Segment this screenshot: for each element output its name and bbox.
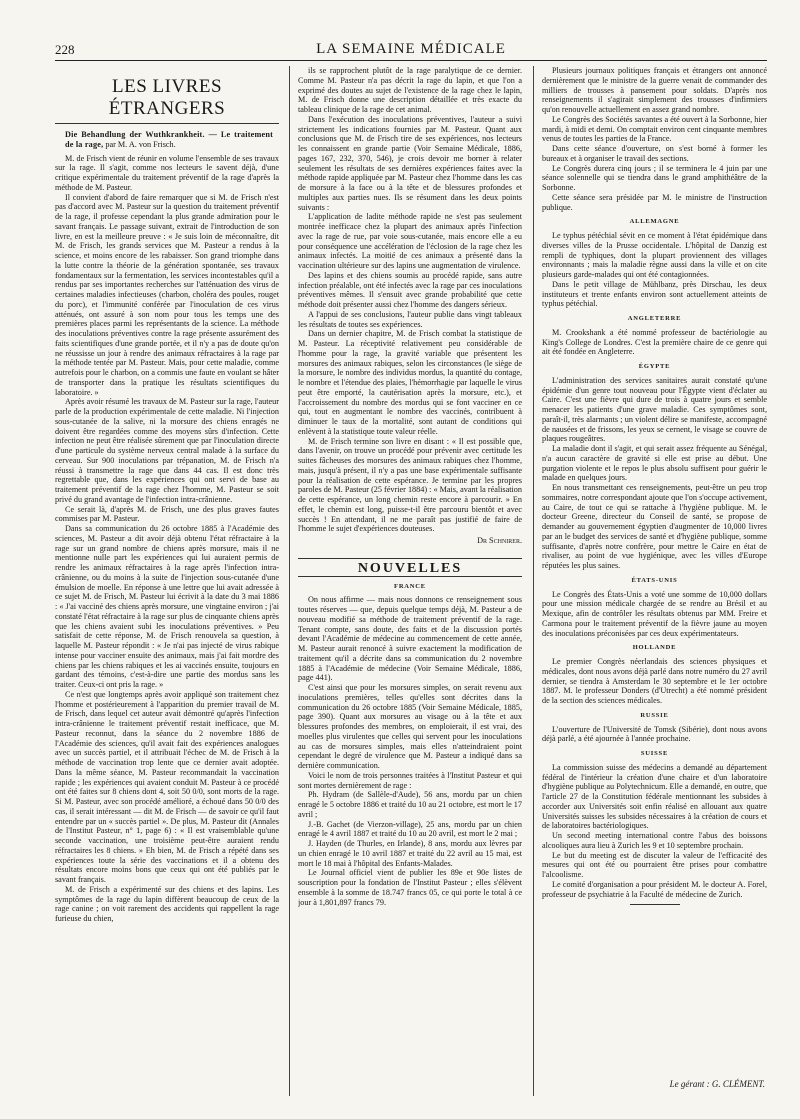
news-item: J. Hayden (de Thurles, en Irlande), 8 ans, mordu aux lèvres par un chien enragé le 10 avril 1887 et traité du 22 avril au 15 mai, est mort le 18 mai à l'hôpital des Enfants-Malades.	[298, 839, 522, 868]
columns	[55, 66, 767, 1096]
paragraph: ils se rapprochent plutôt de la rage paralytique de ce dernier. Comme M. Pasteur n'a pas décrit la rage du lapin, et que l'on a exprimé des doutes au sujet de l'existence de la rage chez le lapin, M. de Frisch donne une description détaillée et très exacte du tableau clinique de la rage de cet animal.	[298, 66, 522, 114]
news-item: C'est ainsi que pour les morsures simples, on serait revenu aux inoculations premières, telles qu'elles sont décrites dans la communication du 26 octobre 1885 (Voir Semaine Médicale, 1885, page 390). Quant aux morsures au visage ou à la tête et aux blessures profondes des membres, on emploierait, il est vrai, des moelles plus virulentes que celles qui servent pour les inoculations au cas de morsures simples, mais elles n'atteindraient point cependant le degré de virulence que M. Pasteur a indiqué dans sa dernière communication.	[298, 683, 522, 770]
news-item: On nous affirme — mais nous donnons ce renseignement sous toutes réserves — que, depuis quelque temps déjà, M. Pasteur a de nouveau modifié sa méthode de traitement préventif de la rage. Tenant compte, sans doute, des faits et de la discussion portés devant l'Académie de médecine au commencement de cette année, M. Pasteur aurait renoncé à suivre exactement la modification de traitement qu'il a décrite dans sa communication du 2 novembre 1885 à l'Académie de médecine (Voir Semaine Médicale, 1886, page 441).	[298, 595, 522, 683]
page-number: 228	[55, 42, 75, 57]
news-item: Voici le nom de trois personnes traitées à l'Institut Pasteur et qui sont mortes dernièrement de rage :	[298, 770, 522, 790]
paragraph: M. de Frisch vient de réunir en volume l'ensemble de ses travaux sur la rage. Il s'agit, comme nos lecteurs le savent déjà, d'une critique expérimentale du traitement préventif de la rage d'après la méthode de M. Pasteur.	[55, 153, 279, 192]
paragraph: Dans un dernier chapitre, M. de Frisch combat la statistique de M. Pasteur. La réceptivité relativement peu considérable de l'homme pour la rage, la gravité variable que présentent les morsures des animaux rabiques, selon les circonstances (le siège de la morsure, le nombre des individus mordus, la quantité du contage, le nombre et l'étendue des plaies, l'hémorrhagie par laquelle le virus peut être emporté, la cautérisation après la morsure, etc.), et l'accroissement du nombre des mordus qui se font vacciner en ce qui, tout en augmentant le nombre des vaccinés, contribuent à diminuer le taux de la mortalité, sont autant de conditions qui enlèvent à la statistique toute valeur réelle.	[298, 329, 522, 436]
country-heading-allemagne: ALLEMAGNE	[629, 218, 680, 226]
country-heading-etats-unis: ÉTATS-UNIS	[631, 576, 678, 584]
news-item: Dans cette séance d'ouverture, on s'est borné à former les bureaux et à organiser le travail des sections.	[542, 144, 767, 163]
paragraph: Il convient d'abord de faire remarquer que si M. de Frisch n'est pas d'accord avec M. Pasteur sur la question du traitement préventif de la rage, il professe cependant la plus grande admiration pour le savant français. Le passage suivant, extrait de l'introduction de son livre, en est la meilleure preuve : « Je suis loin de méconnaître, dit M. de Frisch, les grands services que M. Pasteur a rendus à la science, et moins encore de les rabaisser. Son grand triomphe dans la lutte contre la théorie de la génération spontanée, ses travaux fondamentaux sur la fermentation, les services incontestables qu'il a rendus par ses importantes recherches sur l'atténuation des virus de certaines maladies infectieuses (charbon, choléra des poules, rouget du porc), et l'immunité conférée par l'inoculation de ces virus atténués, ont assuré à son nom pour tous les temps une des premières places parmi les représentants de la science. La méthode des inoculations préventives contre la rage présente assurément des faits scientifiques d'une grande portée, et il n'y a pas de doute qu'on ne réussisse un jour à rendre des animaux réfractaires à la rage par la méthode tentée par M. Pasteur. Mais, pour cette maladie, comme autrefois pour le charbon, on a commis une faute en voulant se hâter de transporter dans la pratique les résultats scientifiques du laboratoire. »	[55, 192, 279, 397]
news-item: Un second meeting international contre l'abus des boissons alcooliques aura lieu à Zurich les 9 et 10 septembre prochain.	[542, 831, 767, 850]
end-separator	[630, 904, 680, 905]
paragraph: Ce serait là, d'après M. de Frisch, une des plus graves fautes commises par M. Pasteur.	[55, 504, 279, 524]
column-right	[542, 66, 767, 1096]
news-item: Le Journal officiel vient de publier les 89e et 90e listes de souscription pour la fondation de l'Institut Pasteur ; elles s'élèvent ensemble à la somme de 18.747 francs 05, ce qui porte le total à ce jour à 1,801,897 francs 79.	[298, 868, 522, 907]
news-item: J.-B. Gachet (de Vierzon-village), 25 ans, mordu par un chien enragé le 4 avril 1887 et traité du 10 au 20 avril, est mort le 2 mai ;	[298, 819, 522, 839]
title-rule	[55, 123, 279, 124]
column-left	[55, 66, 279, 1096]
paragraph: Dans sa communication du 26 octobre 1885 à l'Académie des sciences, M. Pasteur a dit avoir déjà obtenu l'état réfractaire à la rage sur un grand nombre de chiens après morsure, mais il ne mentionne nulle part les expériences qui lui auraient permis de rendre les animaux réfractaires à la rage après l'infection intra-crânienne, ou du moins à la suite de l'injection sous-cutanée d'une émulsion de moelle. En réponse à une lettre que lui avait adressée à ce sujet M. de Frisch, M. Pasteur lui écrivit à la date du 3 mai 1886 : « J'ai vacciné des chiens après morsure, une vingtaine environ ; j'ai constaté l'état réfractaire à la rage sur plus de cinquante chiens après que les chiens avaient subi les inoculations préventives. » Peu satisfait de cette réponse, M. de Frisch renouvela sa question, à laquelle M. Pasteur répondit : « Je n'ai pas injecté de virus rabique intense pour vacciner ensuite des animaux, mais j'ai fait mordre des chiens par les chiens rabiques et les ai vaccinés ensuite, toujours en gardant des témoins, c'est-à-dire une partie des mordus sans les traiter. Ceux-ci ont pris la rage. »	[55, 524, 279, 689]
section-rule	[298, 558, 522, 559]
gerant-signature: Le gérant : G. CLÉMENT.	[669, 1079, 765, 1090]
news-item: Dans le petit village de Mühlbanz, près Dirschau, les deux instituteurs et trente enfants environ sont actuellement atteints de typhus pétéchial.	[542, 279, 767, 309]
news-item: Le Congrès des États-Unis a voté une somme de 10,000 dollars pour une mission médicale chargée de se rendre au Brésil et au Mexique, afin de contrôler les résultats obtenus par MM. Freire et Carmona pour le traitement préventif de la fièvre jaune au moyen des inoculations préconisées par ces deux expérimentateurs.	[542, 589, 767, 638]
page-header	[55, 40, 767, 61]
news-item: Le but du meeting est de discuter la valeur de l'efficacité des mesures qui ont été ou pourraient être prises pour combattre l'alcoolisme.	[542, 850, 767, 879]
paragraph: Après avoir résumé les travaux de M. Pasteur sur la rage, l'auteur parle de la production expérimentale de cette maladie. Ni l'injection sous-cutanée de la salive, ni la morsure des chiens enragés ne doivent être regardées comme des moyens sûrs d'infection. Cette infection ne peut être réalisée sûrement que par l'inoculation directe d'une particule du système nerveux central malade à la surface du cerveau. Sur 900 inoculations par trépanation, M. de Frisch n'a réussi à transmettre la rage que dans 44 cas. Il est donc très regrettable que, dans les expériences qui ont servi de base au traitement préventif de la rage chez l'homme, M. Pasteur se soit privé du grand avantage de l'infection intra-crânienne.	[55, 397, 279, 504]
news-item: Le Congrès des Sociétés savantes a été ouvert à la Sorbonne, hier mardi, à midi et demi. On comptait environ cent cinquante membres venus de toutes les parties de la France.	[542, 114, 767, 144]
country-heading-egypte: ÉGYPTE	[638, 363, 671, 370]
news-item: L'ouverture de l'Université de Tomsk (Sibérie), dont nous avons déjà parlé, a été ajournée à l'année prochaine.	[542, 724, 767, 744]
paragraph: L'application de ladite méthode rapide ne s'est pas seulement montrée inefficace chez la plupart des animaux après l'infection avec la rage de rue, par voie sous-cutanée, mais encore elle a eu pour conséquence une accélération de l'éclosion de la rage chez les animaux infectés. La moitié de ces animaux a présenté dans la vaccination ultérieure sur des lapins une augmentation de virulence.	[298, 212, 522, 270]
news-item: L'administration des services sanitaires aurait constaté qu'une épidémie d'un genre tout nouveau pour l'Égypte vient d'éclater au Caire. C'est une fièvre qui dure de trois à quatre jours et semble menacer les patients d'une grave maladie. Ces symptômes sont, paraît-il, très alarmants ; un violent délire se manifeste, accompagné de nausées et de frissons, les yeux se cernent, le visage se couvre de plaques rougeâtres.	[542, 375, 767, 444]
paragraph: M. de Frisch a expérimenté sur des chiens et des lapins. Les symptômes de la rage du lapin diffèrent beaucoup de ceux de la rage canine ; on voit rarement des accidents qui rappellent la rage furieuse du chien,	[55, 884, 279, 923]
country-heading-russie: RUSSIE	[640, 711, 669, 719]
country-heading-suisse: SUISSE	[640, 750, 669, 757]
book-reference	[65, 130, 273, 150]
paragraph: A l'appui de ses conclusions, l'auteur publie dans vingt tableaux les résultats de toutes ses expériences.	[298, 309, 522, 329]
country-heading-hollande: HOLLANDE	[632, 644, 677, 652]
news-item: La commission suisse des médecins a demandé au département fédéral de l'intérieur la création d'une chaire et d'un laboratoire d'hygiène publique au Polytechnicum. Elle a demandé, en outre, que l'article 27 de la Constitution fédérale mentionnant les subsides à accorder aux Universités soit enfin réalisé en allouant aux quatre Universités suisses les subsides nécessaires à la création de cours et de laboratoires bactériologiques.	[542, 762, 767, 831]
paragraph: M. de Frisch termine son livre en disant : « Il est possible que, dans l'avenir, on trouve un procédé pour prévenir avec certitude les suites fâcheuses des morsures des animaux rabiques chez l'homme, mais, jusqu'à présent, il n'y a pas une base expérimentale suffisante pour la réalisation de cette espérance. Je termine par les propres paroles de M. Pasteur (25 février 1884) : « Mais, avant la réalisation de cette espérance, un long chemin reste encore à parcourir. » En effet, le chemin est long, puisse-t-il être parcouru bientôt et avec succès ! En attendant, il ne me paraît pas justifié de faire de l'homme le sujet d'expériences douteuses.	[298, 436, 522, 534]
news-item: M. Crookshank a été nommé professeur de bactériologie au King's College de Londres. C'est la première chaire de ce genre qui ait été fondée en Angleterre.	[542, 327, 767, 357]
news-title: NOUVELLES	[357, 560, 463, 576]
news-item: Ph. Hydram (de Sallèle-d'Aude), 56 ans, mordu par un chien enragé le 5 octobre 1886 et traité du 10 au 21 octobre, est mort le 17 avril ;	[298, 790, 522, 819]
news-item: Le comité d'organisation a pour président M. le docteur A. Forel, professeur de psychiatrie à la Faculté de médecine de Zurich.	[542, 879, 767, 899]
news-item: Cette séance sera présidée par M. le ministre de l'instruction publique.	[542, 192, 767, 212]
paragraph: Ce n'est que longtemps après avoir appliqué son traitement chez l'homme et postérieurement à l'apparition du premier travail de M. de Frisch, dans lequel cet auteur avait démontré qu'après l'infection intra-crânienne le traitement préventif restait inefficace, que M. Pasteur reconnut, dans la séance du 2 novembre 1886 de l'Académie des sciences, qu'il avait fait des expériences analogues avec un succès partiel, et il attribuait l'échec de M. de Frisch à la méthode de vaccination trop lente que ce dernier avait adoptée. Dans la même séance, M. Pasteur recommandait la vaccination rapide ; les expériences qui avaient conduit M. Pasteur à ce procédé ont été faites sur 8 chiens dont 4, soit 50 0/0, sont morts de la rage. Si M. Pasteur, avec son procédé amélioré, a échoué dans 50 0/0 des cas, il serait intéressant — dit M. de Frisch — de savoir ce qu'il faut entendre par un « succès partiel ». De plus, M. Pasteur dit (Annales de l'Institut Pasteur, n° 1, page 6) : « Il est vraisemblable qu'une seconde vaccination, une troisième peut-être auraient rendu réfractaires les 8 chiens. » Eh bien, M. de Frisch a répété dans ses expériences toute la série des vaccinations et il a obtenu des résultats encore moins bons que ceux qui ont été publiés par le savant français.	[55, 689, 279, 884]
paragraph: Dans l'exécution des inoculations préventives, l'auteur a suivi strictement les indications fournies par M. Pasteur. Quant aux conclusions que M. de Frisch tire de ses expériences, nos lecteurs les connaissent en grande partie (Voir Semaine Médicale, 1886, pages 167, 232, 370, 546), je crois devoir me borner à relater seulement les résultats de ses dernières expériences faites avec la méthode rapide appliquée par M. Pasteur chez l'homme dans les cas de morsure à la face ou à la tête et de blessures profondes et multiples aux parties nues. Ils se résument dans les deux points suivants :	[298, 114, 522, 212]
news-item: Le premier Congrès néerlandais des sciences physiques et médicales, dont nous avons déjà parlé dans notre numéro du 27 avril dernier, se tiendra à Amsterdam le 30 septembre et le 1er octobre 1887. M. le professeur Donders (d'Utrecht) a été nommé président de la section des sciences médicales.	[542, 657, 767, 705]
news-item: Plusieurs journaux politiques français et étrangers ont annoncé dernièrement que le ministre de la guerre venait de commander des milliers de trousses à pansement pour soldats. D'après nos renseignements il s'agirait simplement des trousses d'infirmiers qu'on renouvelle actuellement en assez grand nombre.	[542, 66, 767, 114]
book-author: par M. A. von Frisch.	[103, 139, 176, 149]
author-signature: Dr Schnirer.	[477, 536, 522, 545]
news-item: La maladie dont il s'agit, et qui serait assez fréquente au Sénégal, n'a aucun caractère de gravité si elle est prise au début. Une purgation violente et le repos le plus absolu suffisent pour guérir le malade en quelques jours.	[542, 444, 767, 483]
column-middle	[298, 66, 522, 1096]
column-divider	[289, 66, 290, 1096]
news-item: En nous transmettant ces renseignements, peut-être un peu trop sommaires, notre correspondant ajoute que l'on s'occupe activement, au Caire, de tout ce qui se rattache à l'hygiène publique. M. le docteur Greene, directeur du Conseil de santé, se propose de demander au gouvernement égyptien d'augmenter de 10,000 livres par an le budget des services de santé et d'hygiène publique, somme suffisante, d'après notre confrère, pour mettre le Caire en état de rivaliser, au point de vue hygiénique, avec les villes d'Europe réputées les plus saines.	[542, 483, 767, 570]
news-item: Le Congrès durera cinq jours ; il se terminera le 4 juin par une séance solennelle qui se tiendra dans le grand amphithéâtre de la Sorbonne.	[542, 163, 767, 192]
country-heading-france: FRANCE	[394, 582, 426, 590]
book-title: Die Behandlung der Wuthkrankheit. — Le traitement de la rage,	[65, 130, 273, 149]
column-divider	[533, 66, 534, 1096]
newspaper-page	[55, 40, 767, 1100]
section-title: LES LIVRES ÉTRANGERS	[108, 76, 226, 119]
paragraph: Des lapins et des chiens soumis au procédé rapide, sans autre infection préalable, ont été infectés avec la rage par ces inoculations préventives mêmes. Il s'ensuit avec grande probabilité que cette méthode doit présenter aussi chez l'homme des dangers sérieux.	[298, 270, 522, 309]
journal-title: LA SEMAINE MÉDICALE	[316, 41, 506, 57]
country-heading-angleterre: ANGLETERRE	[627, 315, 682, 322]
news-item: Le typhus pétéchial sévit en ce moment à l'état épidémique dans diverses villes de la Prusse occidentale. L'hôpital de Danzig est rempli de typhiques, dont la plupart proviennent des villages environnants ; mais la maladie règne aussi dans la ville et on cite plusieurs garde-malades qui ont été contagionnées.	[542, 231, 767, 279]
